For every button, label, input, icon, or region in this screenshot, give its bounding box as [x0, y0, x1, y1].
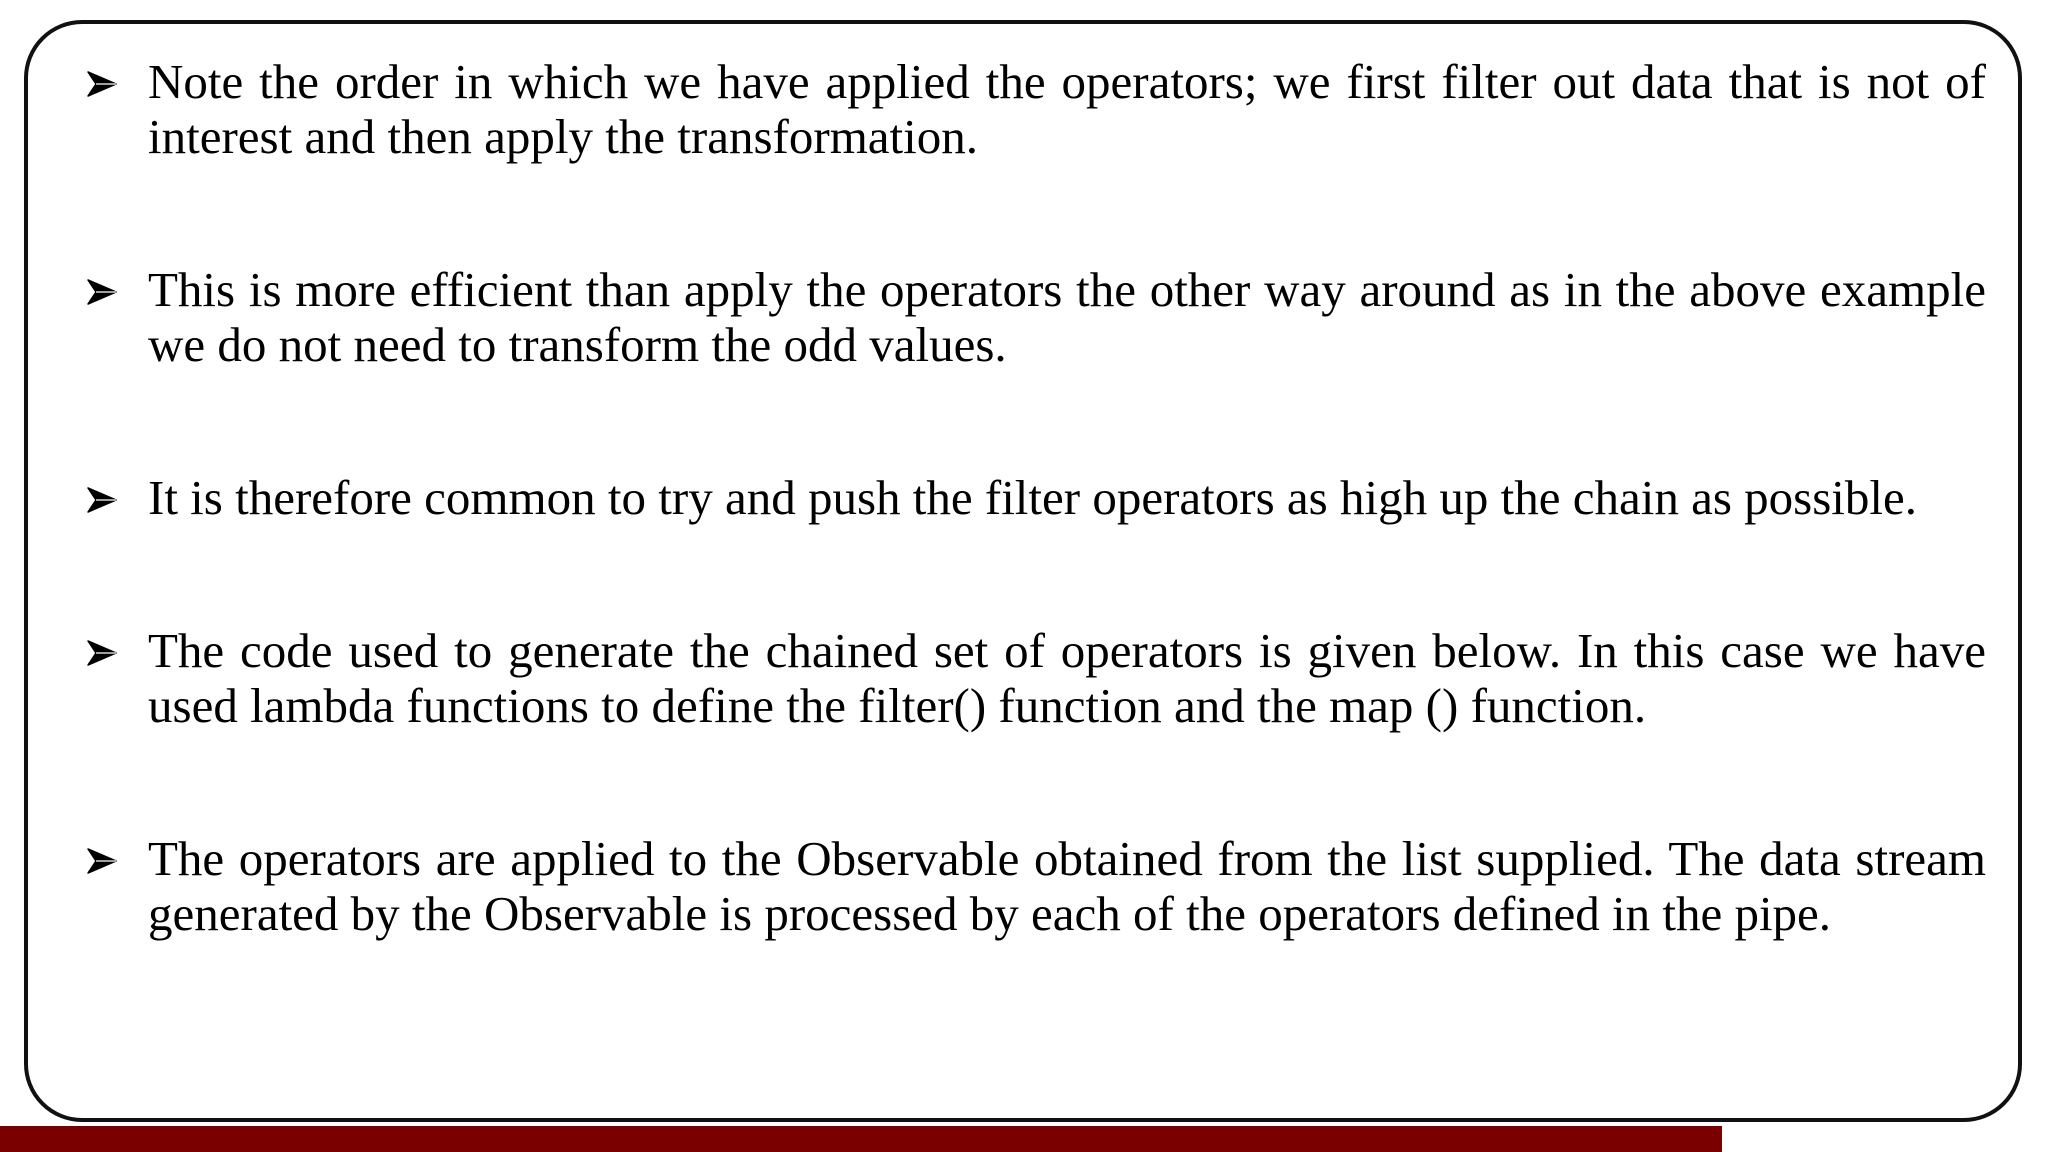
arrowhead-bullet-icon: [86, 486, 118, 514]
bullet-item: [86, 470, 1986, 525]
bullet-item: [86, 623, 1986, 733]
arrowhead-bullet-icon: [86, 278, 118, 306]
bullet-text: It is therefore common to try and push the filter operators as high up the chain as possible.: [148, 470, 1918, 525]
bullet-text: This is more efficient than apply the operators the other way around as in the above example we do not need to transform the odd values.: [148, 262, 1986, 372]
bullet-text: The operators are applied to the Observable obtained from the list supplied. The data stream generated by the Observable is processed by each of the operators defined in the pipe.: [148, 831, 1986, 941]
bullet-text: Note the order in which we have applied the operators; we first filter out data that is not of interest and then apply the transformation.: [148, 54, 1986, 164]
arrowhead-bullet-icon: [86, 847, 118, 875]
bullet-item: [86, 831, 1986, 941]
bullet-item: [86, 54, 1986, 164]
bullet-item: [86, 262, 1986, 372]
bullet-text: The code used to generate the chained set of operators is given below. In this case we have used lambda functions to define the filter() function and the map () function.: [148, 623, 1986, 733]
arrowhead-bullet-icon: [86, 70, 118, 98]
bullet-list: [86, 54, 1986, 941]
footer-bar: [0, 1126, 1722, 1152]
arrowhead-bullet-icon: [86, 639, 118, 667]
